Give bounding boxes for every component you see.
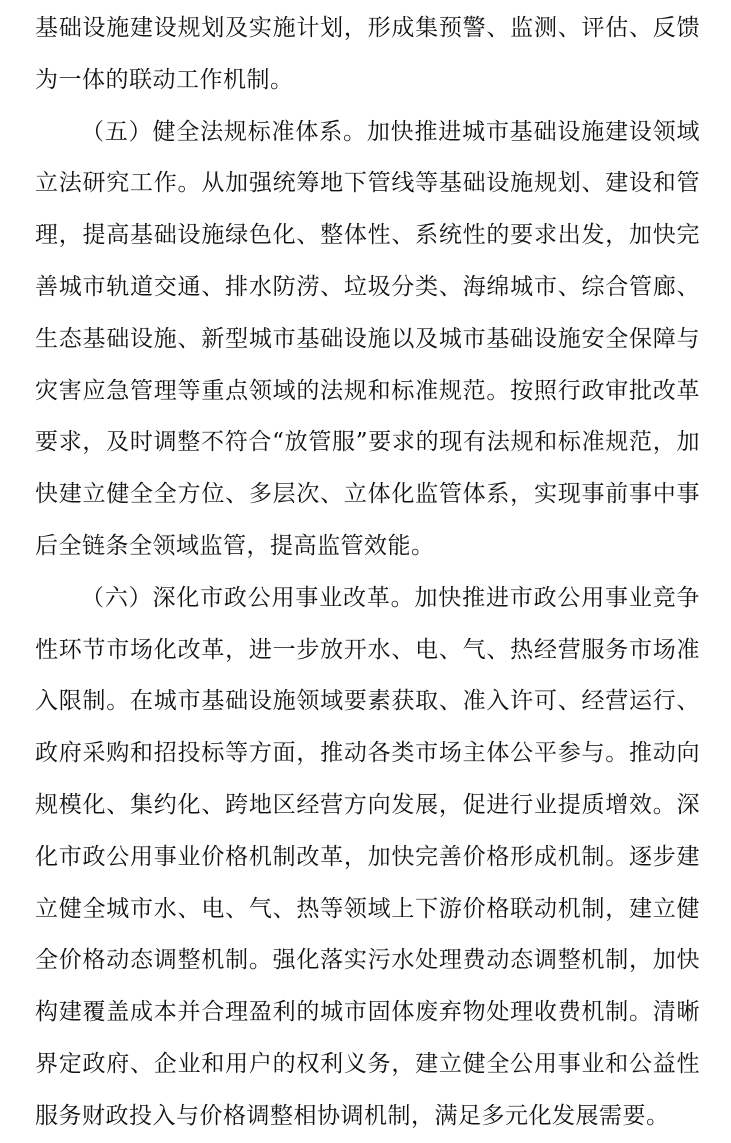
section-five-text: 加快推进城市基础设施建设领域立法研究工作。从加强统筹地下管线等基础设施规划、建设和管理，提高基础设施绿色化、整体性、系统性的要求出发，加快完善城市轨道交通、排水防涝、垃圾分类、海绵城市、综合管廊、生态基础设施、新型城市基础设施以及城市基础设施安全保障与灾害应急管理等重点领域的法规和标准规范。按照行政审批改革要求，及时调整不符合“放管服”要求的现有法规和标准规范，加快建立健全全方位、多层次、立体化监管体系，实现事前事中事后全链条全领域监管，提高监管效能。 [35,118,701,559]
paragraph-text: 基础设施建设规划及实施计划，形成集预警、监测、评估、反馈为一体的联动工作机制。 [35,15,700,93]
document-body [35,3,700,1143]
section-six-heading: （六）深化市政公用事业改革。 [81,584,415,611]
section-five-paragraph [35,107,700,573]
section-six-paragraph [35,573,700,1143]
section-six-text: 加快推进市政公用事业竞争性环节市场化改革，进一步放开水、电、气、热经营服务市场准入限制。在城市基础设施领域要素获取、准入许可、经营运行、政府采购和招投标等方面，推动各类市场主体公平参与。推动向规模化、集约化、跨地区经营方向发展，促进行业提质增效。深化市政公用事业价格机制改革，加快完善价格形成机制。逐步建立健全城市水、电、气、热等领域上下游价格联动机制，建立健全价格动态调整机制。强化落实污水处理费动态调整机制，加快构建覆盖成本并合理盈利的城市固体废弃物处理收费机制。清晰界定政府、企业和用户的权利义务，建立健全公用事业和公益性服务财政投入与价格调整相协调机制，满足多元化发展需要。 [35,584,701,1129]
paragraph-continuation [35,3,700,107]
section-five-heading: （五）健全法规标准体系。 [81,118,367,145]
